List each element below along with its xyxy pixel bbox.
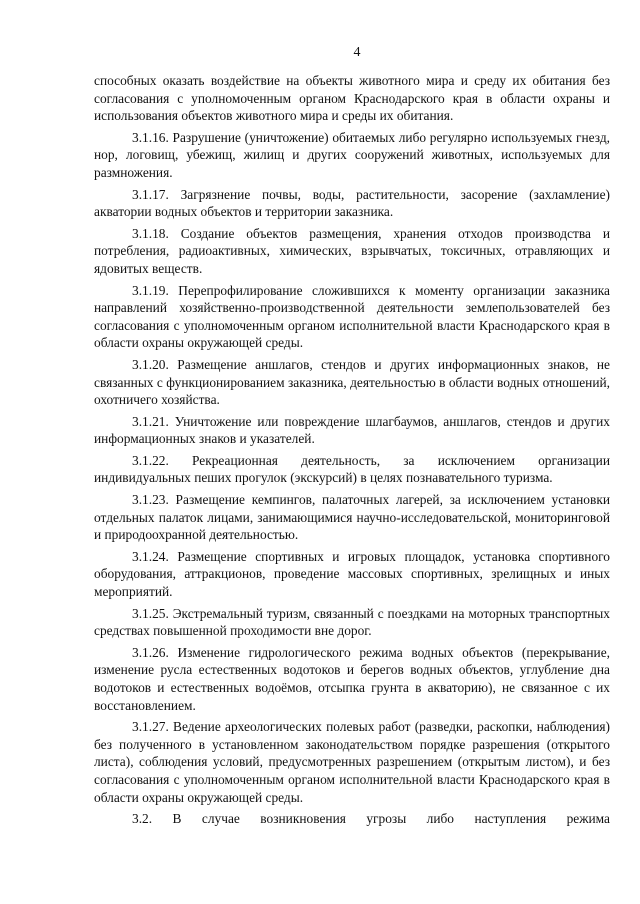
paragraph-3-1-21: 3.1.21. Уничтожение или повреждение шлагбаумов, аншлагов, стендов и других информационных знаков и указателей. — [94, 413, 610, 447]
paragraph-3-1-17: 3.1.17. Загрязнение почвы, воды, растительности, засорение (захламление) акватории водных объектов и территории заказника. — [94, 186, 610, 220]
paragraph-3-1-25: 3.1.25. Экстремальный туризм, связанный с поездками на моторных транспортных средствах повышенной проходимости вне дорог. — [94, 605, 610, 639]
paragraph-continuation: способных оказать воздействие на объекты животного мира и среду их обитания без согласования с уполномоченным органом Краснодарского края в области охраны и использования объектов животного мира и среды их обитания. — [94, 73, 610, 124]
paragraph-3-1-26: 3.1.26. Изменение гидрологического режима водных объектов (перекрывание, изменение русла естественных водотоков и берегов водных объектов, углубление дна водотоков и естественных водоёмов, отсыпка грунта в акваторию), не связанное с их восстановлением. — [94, 644, 610, 713]
paragraph-3-1-24: 3.1.24. Размещение спортивных и игровых площадок, установка спортивного оборудования, аттракционов, проведение массовых спортивных, зрелищных и иных мероприятий. — [94, 548, 610, 600]
paragraph-3-1-22: 3.1.22. Рекреационная деятельность, за исключением организации индивидуальных пеших прогулок (экскурсий) в целях познавательного туризма. — [94, 452, 610, 486]
paragraph-3-1-27: 3.1.27. Ведение археологических полевых работ (разведки, раскопки, наблюдения) без полученного в установленном законодательством порядке разрешения (открытого листа), соблюдения условий, предусмотренных разрешением (открытым листом), и без согласования с уполномоченным органом исполнительной власти Краснодарского края в области охраны окружающей среды. — [94, 719, 610, 805]
paragraph-3-1-16: 3.1.16. Разрушение (уничтожение) обитаемых либо регулярно используемых гнезд, нор, логовищ, убежищ, жилищ и других сооружений животных, используемых для размножения. — [94, 129, 610, 180]
page-number: 4 — [353, 45, 361, 60]
paragraph-3-2: 3.2. В случае возникновения угрозы либо наступления режима — [132, 811, 610, 827]
paragraph-3-1-23: 3.1.23. Размещение кемпингов, палаточных лагерей, за исключением установки отдельных палаток лицами, занимающимися научно-исследовательской, мониторинговой и природоохранной деятельностью. — [94, 492, 610, 543]
paragraph-3-1-18: 3.1.18. Создание объектов размещения, хранения отходов производства и потребления, радиоактивных, химических, взрывчатых, токсичных, отравляющих и ядовитых веществ. — [94, 225, 610, 276]
paragraph-3-1-19: 3.1.19. Перепрофилирование сложившихся к моменту организации заказника направлений хозяйственно-производственной деятельности землепользователей без согласования с уполномоченным органом исполнительной власти Краснодарского края в области охраны окружающей среды. — [94, 282, 610, 351]
paragraph-3-1-20: 3.1.20. Размещение аншлагов, стендов и других информационных знаков, не связанных с функционированием заказника, деятельностью в области водных отношений, охотничего хозяйства. — [94, 356, 610, 408]
